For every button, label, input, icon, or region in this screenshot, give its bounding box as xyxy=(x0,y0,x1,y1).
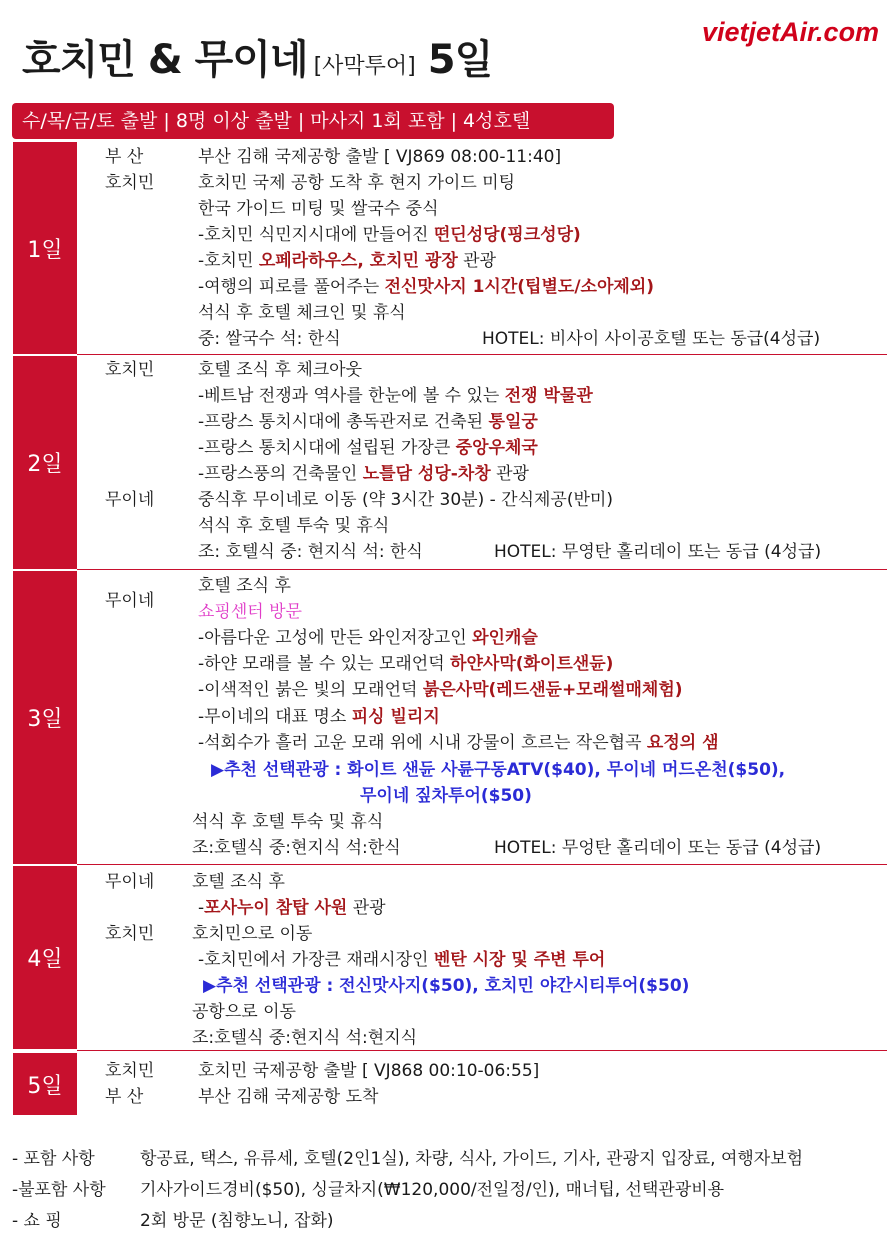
highlight-attraction: 벤탄 시장 및 주변 투어 xyxy=(433,950,606,970)
meals-line: 조:호텔식 중:현지식 석:한식 xyxy=(192,838,401,858)
shopping-center-line: 쇼핑센터 방문 xyxy=(198,602,302,622)
day-divider xyxy=(77,864,887,865)
itinerary-line: -여행의 피로를 풀어주는 전신맛사지 1시간(팁별도/소아제외) xyxy=(198,277,654,297)
day-label-4: 4일 xyxy=(13,866,77,1049)
day-divider xyxy=(77,354,887,355)
itinerary-line: -호치민 식민지시대에 만들어진 떤딘성당(핑크성당) xyxy=(198,225,581,245)
highlight-attraction: 노틀담 성당-차창 xyxy=(362,464,491,484)
itinerary-line: -프랑스 통치시대에 총독관저로 건축된 통일궁 xyxy=(198,412,538,432)
itinerary-line: 호텔 조식 후 체크아웃 xyxy=(198,360,363,380)
meals-line: 중: 쌀국수 석: 한식 xyxy=(198,329,341,349)
itinerary-line: 부산 김해 국제공항 도착 xyxy=(198,1087,379,1107)
highlight-attraction: 포사누이 참탑 사원 xyxy=(204,898,348,918)
page-title xyxy=(22,28,492,85)
itinerary-line: -프랑스풍의 건축물인 노틀담 성당-차창 관광 xyxy=(198,464,529,484)
itinerary-line: -하얀 모래를 볼 수 있는 모래언덕 하얀사막(화이트샌듄) xyxy=(198,654,614,674)
itinerary-line: 중식후 무이네로 이동 (약 3시간 30분) - 간식제공(반미) xyxy=(198,490,613,510)
itinerary-line: -이색적인 붉은 빛의 모래언덕 붉은사막(레드샌듄+모래썰매체험) xyxy=(198,680,683,700)
itinerary-line: 석식 후 호텔 투숙 및 휴식 xyxy=(192,812,384,832)
itinerary-line: 호텔 조식 후 xyxy=(198,576,291,596)
itinerary-line: 호텔 조식 후 xyxy=(192,872,285,892)
highlight-attraction: 요정의 샘 xyxy=(646,733,719,753)
highlight-attraction: 중앙우체국 xyxy=(455,438,538,458)
itinerary-line: 공항으로 이동 xyxy=(192,1002,296,1022)
day-label-1: 1일 xyxy=(13,142,77,354)
itinerary-line: -아름다운 고성에 만든 와인저장고인 와인캐슬 xyxy=(198,628,538,648)
itinerary-line: 호치민으로 이동 xyxy=(192,924,313,944)
logo-text: vietjetAir.com xyxy=(702,17,880,47)
day-divider xyxy=(77,569,887,570)
meals-line: 조:호텔식 중:현지식 석:현지식 xyxy=(192,1028,418,1048)
highlight-attraction: 통일궁 xyxy=(488,412,538,432)
day-label-3: 3일 xyxy=(13,571,77,864)
itinerary-line: 석식 후 호텔 체크인 및 휴식 xyxy=(198,303,406,323)
footer-excluded xyxy=(12,1177,724,1203)
location-label: 무이네 xyxy=(105,490,155,510)
location-label: 호치민 xyxy=(105,1061,155,1081)
itinerary-line: -석회수가 흘러 고운 모래 위에 시내 강물이 흐르는 작은협곡 요정의 샘 xyxy=(198,733,719,753)
itinerary-line: -호치민에서 가장큰 재래시장인 벤탄 시장 및 주변 투어 xyxy=(198,950,606,970)
itinerary-line: -호치민 오페라하우스, 호치민 광장 관광 xyxy=(198,251,496,271)
highlight-attraction: 와인캐슬 xyxy=(472,628,538,648)
location-label: 부 산 xyxy=(105,1087,144,1107)
itinerary-line: 호치민 국제공항 출발 [ VJ868 00:10-06:55] xyxy=(198,1061,540,1081)
highlight-attraction: 오페라하우스, 호치민 광장 xyxy=(258,251,458,271)
itinerary-line: -무이네의 대표 명소 피싱 빌리지 xyxy=(198,707,440,727)
itinerary-line: 한국 가이드 미팅 및 쌀국수 중식 xyxy=(198,199,439,219)
tour-summary-banner: 수/목/금/토 출발 | 8명 이상 출발 | 마사지 1회 포함 | 4성호텔 xyxy=(12,103,614,139)
highlight-attraction: 피싱 빌리지 xyxy=(351,707,440,727)
meals-line: 조: 호텔식 중: 현지식 석: 한식 xyxy=(198,542,423,562)
day-label-5: 5일 xyxy=(13,1053,77,1115)
footer-value: 항공료, 택스, 유류세, 호텔(2인1실), 차량, 식사, 가이드, 기사, 관광지 입장료, 여행자보험 xyxy=(140,1149,804,1169)
hotel-line: HOTEL: 무엉탄 홀리데이 또는 동급 (4성급) xyxy=(494,838,822,858)
highlight-attraction: 붉은사막(레드샌듄+모래썰매체험) xyxy=(422,680,683,700)
optional-tour-line: 무이네 짚차투어($50) xyxy=(360,786,532,806)
hotel-line: HOTEL: 무영탄 홀리데이 또는 동급 (4성급) xyxy=(494,542,822,562)
vietjet-logo xyxy=(700,14,890,48)
location-label: 무이네 xyxy=(105,872,155,892)
itinerary-line: -프랑스 통치시대에 설립된 가장큰 중앙우체국 xyxy=(198,438,538,458)
highlight-attraction: 떤딘성당(핑크성당) xyxy=(433,225,581,245)
location-label: 부 산 xyxy=(105,147,144,167)
footer-value: 2회 방문 (침향노니, 잡화) xyxy=(140,1211,334,1231)
title-main: 호치민 & 무이네 xyxy=(22,37,308,83)
optional-tour-line: ▶추천 선택관광 : 화이트 샌듄 사륜구동ATV($40), 무이네 머드온천($50), xyxy=(211,760,786,780)
title-days: 5일 xyxy=(427,37,493,83)
highlight-attraction: 전쟁 박물관 xyxy=(504,386,593,406)
itinerary-line: 호치민 국제 공항 도착 후 현지 가이드 미팅 xyxy=(198,173,516,193)
highlight-attraction: 하얀사막(화이트샌듄) xyxy=(450,654,614,674)
location-label: 호치민 xyxy=(105,924,155,944)
footer-included xyxy=(12,1146,803,1172)
footer-label: - 쇼 핑 xyxy=(12,1211,62,1231)
footer-label: -불포함 사항 xyxy=(12,1180,106,1200)
itinerary-line: 석식 후 호텔 투숙 및 휴식 xyxy=(198,516,390,536)
day-label-2: 2일 xyxy=(13,356,77,569)
footer-shopping xyxy=(12,1208,334,1234)
highlight-attraction: 전신맛사지 1시간(팁별도/소아제외) xyxy=(384,277,654,297)
itinerary-line: -베트남 전쟁과 역사를 한눈에 볼 수 있는 전쟁 박물관 xyxy=(198,386,593,406)
itinerary-line: -포사누이 참탑 사원 관광 xyxy=(198,898,386,918)
title-sub: [사막투어] xyxy=(313,54,416,79)
hotel-line: HOTEL: 비사이 사이공호텔 또는 동급(4성급) xyxy=(482,329,821,349)
itinerary-line: 부산 김해 국제공항 출발 [ VJ869 08:00-11:40] xyxy=(198,147,562,167)
location-label: 호치민 xyxy=(105,360,155,380)
optional-tour-line: ▶추천 선택관광 : 전신맛사지($50), 호치민 야간시티투어($50) xyxy=(203,976,690,996)
location-label: 호치민 xyxy=(105,173,155,193)
footer-label: - 포함 사항 xyxy=(12,1149,95,1169)
footer-value: 기사가이드경비($50), 싱글차지(₩120,000/전일정/인), 매너팁, 선택관광비용 xyxy=(140,1180,725,1200)
location-label: 무이네 xyxy=(105,591,155,611)
